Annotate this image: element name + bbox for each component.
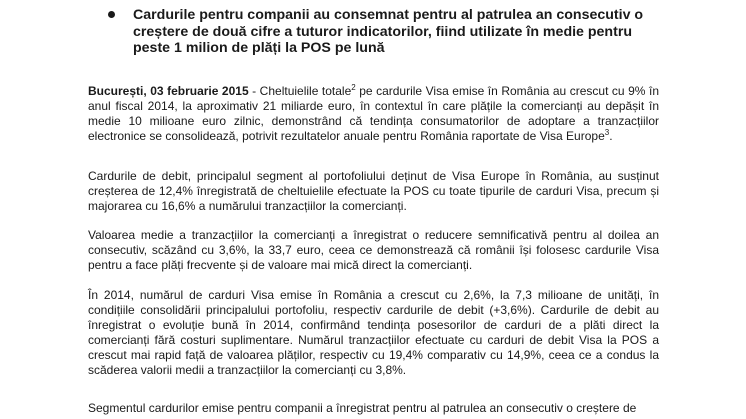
bullet-icon <box>108 11 115 18</box>
intro-text-c: . <box>609 129 613 144</box>
footnote-ref-3[interactable]: 3 <box>604 128 610 138</box>
paragraph-average-value: Valoarea medie a tranzacțiilor la comercianți a înregistrat o reducere semnificativă pentru al doilea an consecutiv, scăzând cu 3,6%, la 33,7 euro, ceea ce demonstrează că românii își folosesc cardurile Visa pentru a face plăți frecvente și de valoare mai mică direct la comercianți. <box>88 228 659 273</box>
intro-text-a: - Cheltuielile totale <box>248 84 352 98</box>
paragraph-corporate-cards: Segmentul cardurilor emise pentru companii a înregistrat pentru al patrulea an consecutiv o creștere de <box>88 401 637 415</box>
intro-text-b: pe cardurile Visa emise în România au crescut cu 9% în anul fiscal 2014, la aproximativ 21 miliarde euro, în contextul în care plățile la comercianți au depășit în medie 10 milioane euro zilnic, demonstrând că tendința consumatorilor de adoptare a tranzacțiilor electronice se consolidează, potrivit rezultatelor anuale pentru România raportate de Visa Europe <box>88 84 659 144</box>
paragraph-card-count: În 2014, numărul de carduri Visa emise în România a crescut cu 2,6%, la 7,3 milioane de unități, în condițiile consolidării principalului portofoliu, respectiv cardurile de debit (+3,6%). Cardurile de debit au înregistrat o evoluție bună în 2014, confirmând tendința posesorilor de carduri de a plăti direct la comercianți fără costuri suplimentare. Numărul tranzacțiilor efectuate cu carduri de debit Visa la POS a crescut mai rapid față de valoarea plăților, respectiv cu 19,4% comparativ cu 14,9%, ceea ce a condus la scăderea valorii medii a tranzacțiilor la comercianți cu 3,8%. <box>88 288 659 378</box>
headline: Cardurile pentru companii au consemnat pentru al patrulea an consecutiv o creștere de două cifre a tuturor indicatorilor, fiind utilizate în medie pentru peste 1 milion de plăți la POS pe lună <box>133 7 644 56</box>
paragraph-intro <box>88 84 659 144</box>
footnote-ref-2[interactable]: 2 <box>351 83 356 92</box>
location-date: București, 03 februarie 2015 <box>88 84 249 98</box>
paragraph-debit-cards: Cardurile de debit, principalul segment al portofoliului deținut de Visa Europe în România, au susținut creșterea de 12,4% înregistrată de cheltuielile efectuate la POS cu toate tipurile de carduri Visa, precum și majorarea cu 16,6% a numărului tranzacțiilor la comercianți. <box>88 169 659 214</box>
